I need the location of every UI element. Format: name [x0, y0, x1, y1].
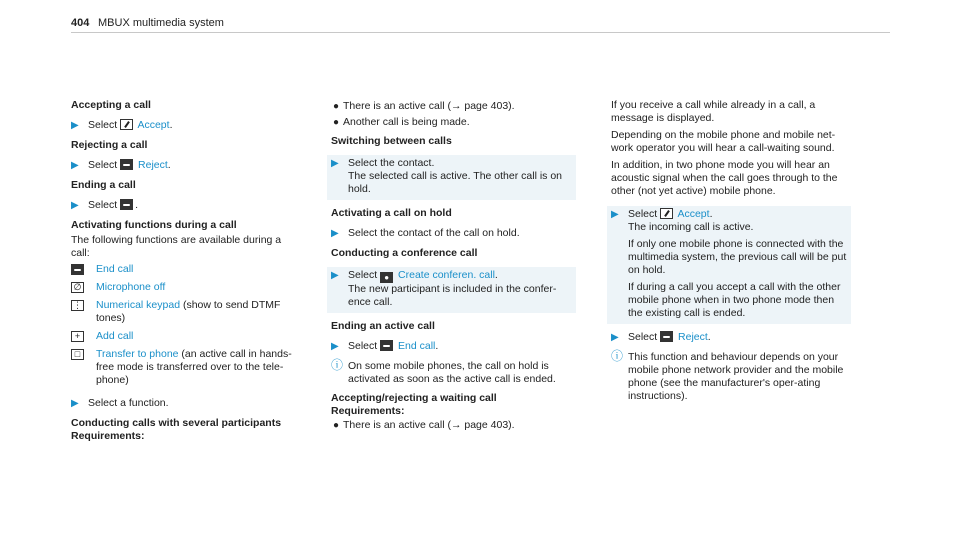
section-title-conducting: Conducting calls with several participants	[71, 417, 282, 429]
accept-label: Accept	[677, 208, 710, 220]
step-reject-waiting: ▶ Select Reject.	[611, 331, 711, 343]
step-accept: ▶ Select Accept.	[71, 119, 173, 131]
end-call-icon	[71, 264, 84, 275]
conference-icon: ●	[380, 272, 393, 283]
function-row: □ Transfer to phone (an active call in hands-free mode is transferred over to the tele-phone)	[71, 348, 299, 387]
section-title-waiting: Accepting/rejecting a waiting call	[331, 392, 497, 404]
section-title-conference: Conducting a conference call	[331, 247, 478, 259]
step-arrow-icon: ▶	[331, 228, 339, 239]
step-arrow-icon: ▶	[611, 332, 619, 343]
requirements-label: Requirements:	[331, 405, 405, 417]
step-arrow-icon: ▶	[71, 200, 79, 211]
step-arrow-icon: ▶	[71, 398, 79, 409]
page-number: 404	[71, 17, 90, 29]
phone-accept-icon	[660, 208, 673, 219]
note-provider: ⓘ This function and behaviour depends on your mobile phone network provider and the mobile phone (see the manufacturer's oper-ating instructions).	[611, 349, 844, 402]
step-arrow-icon: ▶	[71, 120, 79, 131]
requirement-item: ● There is an active call (→ page 403).	[333, 100, 515, 112]
step-conference: ▶ Select ● Create conferen. call. The new participant is included in the confer-ence call.	[327, 267, 576, 313]
phone-accept-icon	[120, 119, 133, 130]
requirements-label: Requirements:	[71, 430, 145, 442]
page-title: MBUX multimedia system	[98, 17, 224, 29]
plus-icon: +	[71, 331, 84, 342]
requirement-item: ● Another call is being made.	[333, 116, 470, 128]
end-call-label: End call	[398, 340, 436, 352]
column-2	[331, 99, 576, 435]
step-arrow-icon: ▶	[71, 160, 79, 171]
reject-label: Reject	[678, 331, 708, 343]
header-divider	[71, 32, 890, 33]
reject-label: Reject	[138, 159, 168, 171]
step-arrow-icon: ▶	[331, 270, 339, 281]
section-title-hold: Activating a call on hold	[331, 207, 452, 219]
info-icon: ⓘ	[331, 358, 344, 372]
accept-label: Accept	[137, 119, 170, 131]
column-1	[71, 99, 299, 443]
step-reject: ▶ Select Reject.	[71, 159, 171, 171]
function-row: ∅ Microphone off	[71, 281, 299, 294]
phone-end-icon	[120, 159, 133, 170]
step-select-function: ▶ Select a function.	[71, 397, 169, 409]
section-title-accepting: Accepting a call	[71, 99, 151, 111]
step-end-active: ▶ Select End call.	[331, 340, 439, 352]
step-accept-waiting: ▶ Select Accept. The incoming call is active. If only one mobile phone is connected with the multimedia system, the previous call will be put on hold. If during a call you accept a call with the other mobile phone when in two phone mode then the existing call is ended.	[607, 206, 851, 324]
phone-end-icon	[660, 331, 673, 342]
step-arrow-icon: ▶	[611, 209, 619, 220]
activating-intro: The following functions are available during a call:	[71, 234, 282, 259]
info-icon: ⓘ	[611, 349, 624, 363]
step-hold: ▶ Select the contact of the call on hold.	[331, 227, 520, 239]
function-row: End call	[71, 263, 299, 276]
phone-end-icon	[120, 199, 133, 210]
transfer-phone-icon: □	[71, 349, 84, 360]
waiting-addition: In addition, in two phone mode you will hear an acoustic signal when the call goes through to the other (not yet active) mobile phone.	[611, 159, 838, 197]
step-end: ▶ Select .	[71, 199, 139, 211]
waiting-intro: If you receive a call while already in a call, a message is displayed.	[611, 99, 816, 124]
requirement-item: ● There is an active call (→ page 403).	[333, 419, 515, 431]
section-title-ending-active: Ending an active call	[331, 320, 435, 332]
column-3	[611, 99, 851, 407]
step-switch: ▶ Select the contact. The selected call is active. The other call is on hold.	[327, 155, 576, 200]
section-title-activating: Activating functions during a call	[71, 219, 237, 231]
step-arrow-icon: ▶	[331, 341, 339, 352]
section-title-switching: Switching between calls	[331, 135, 452, 147]
function-row: ⋮ Numerical keypad (show to send DTMF tones)	[73, 299, 281, 324]
section-title-ending: Ending a call	[71, 179, 136, 191]
keypad-icon: ⋮	[73, 300, 82, 310]
microphone-off-icon: ∅	[71, 282, 84, 293]
function-row: + Add call	[71, 330, 299, 343]
step-arrow-icon: ▶	[331, 158, 339, 169]
note-end-call: ⓘ On some mobile phones, the call on hold is activated as soon as the active call is ended.	[331, 358, 556, 385]
conference-label: Create conferen. call	[398, 269, 495, 281]
page-header	[71, 0, 891, 29]
section-title-rejecting: Rejecting a call	[71, 139, 148, 151]
waiting-depending: Depending on the mobile phone and mobile net-work operator you will hear a call-waiting sound.	[611, 129, 836, 154]
phone-end-icon	[380, 340, 393, 351]
